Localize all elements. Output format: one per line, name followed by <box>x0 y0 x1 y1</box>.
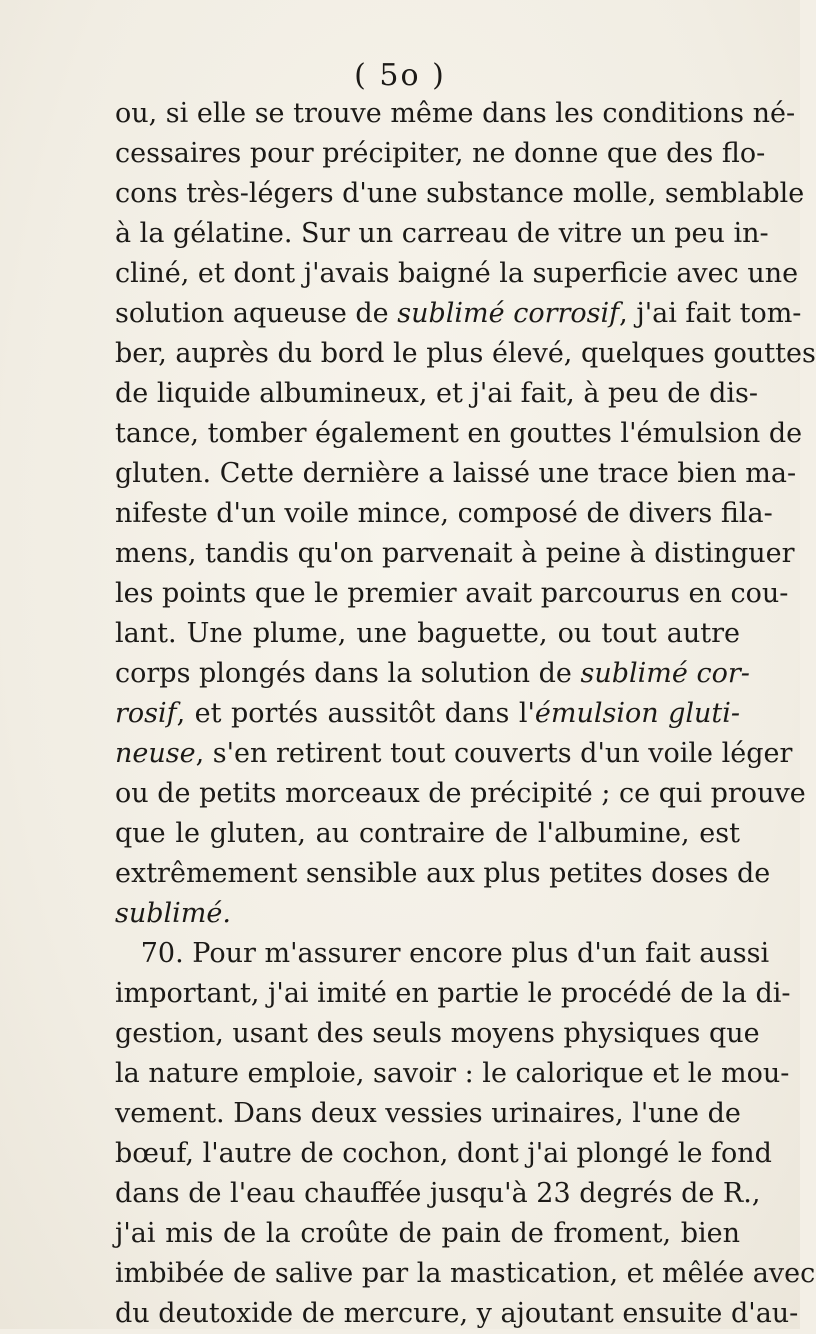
italic-segment: émulsion gluti- <box>534 698 740 729</box>
italic-segment: rosif <box>115 698 177 729</box>
italic-segment: sublimé. <box>115 898 231 929</box>
text-line <box>115 974 791 1014</box>
text-segment: 70. Pour m'assurer encore plus d'un fait aussi <box>115 938 770 969</box>
text-segment: ou, si elle se trouve même dans les conditions né- <box>115 98 796 129</box>
italic-segment: sublimé corrosif <box>397 298 620 329</box>
text-segment: bœuf, l'autre de cochon, dont j'ai plongé le fond <box>115 1138 772 1169</box>
text-segment: j'ai mis de la croûte de pain de froment, bien <box>115 1218 740 1249</box>
text-line <box>115 1214 740 1254</box>
text-line <box>115 774 806 814</box>
text-segment: ou de petits morceaux de précipité ; ce qui prouve <box>115 778 806 809</box>
text-segment: lant. Une plume, une baguette, ou tout autre <box>115 618 740 649</box>
text-segment: à la gélatine. Sur un carreau de vitre un peu in- <box>115 218 769 249</box>
text-segment: nifeste d'un voile mince, composé de divers fila- <box>115 498 773 529</box>
text-line <box>115 374 758 414</box>
text-line <box>115 1294 799 1334</box>
text-line <box>115 134 766 174</box>
text-segment: , s'en retirent tout couverts d'un voile léger <box>195 738 793 769</box>
body-text <box>115 94 816 1334</box>
text-line <box>115 414 803 454</box>
text-segment: important, j'ai imité en partie le procédé de la di- <box>115 978 791 1009</box>
text-line <box>115 574 789 614</box>
text-line <box>115 1254 816 1294</box>
text-line <box>115 1134 772 1174</box>
text-line <box>115 654 750 694</box>
text-segment: les points que le premier avait parcourus en cou- <box>115 578 789 609</box>
text-line <box>115 694 740 734</box>
text-line <box>115 494 773 534</box>
text-segment: gestion, usant des seuls moyens physiques que <box>115 1018 760 1049</box>
text-line <box>115 254 799 294</box>
text-segment: cliné, et dont j'avais baigné la superficie avec une <box>115 258 799 289</box>
text-segment: , j'ai fait tom- <box>619 298 802 329</box>
text-line <box>115 174 805 214</box>
text-segment: corps plongés dans la solution de <box>115 658 581 689</box>
text-segment: du deutoxide de mercure, y ajoutant ensuite d'au- <box>115 1298 799 1329</box>
text-segment: gluten. Cette dernière a laissé une trace bien ma- <box>115 458 797 489</box>
text-segment: tance, tomber également en gouttes l'émulsion de <box>115 418 803 449</box>
text-line <box>115 734 793 774</box>
text-line <box>115 534 795 574</box>
text-line <box>115 934 770 974</box>
page-number: ( 5o ) <box>354 58 446 93</box>
text-segment: imbibée de salive par la mastication, et mêlée avec <box>115 1258 816 1289</box>
text-line <box>115 294 802 334</box>
text-line <box>115 334 816 374</box>
text-line <box>115 214 769 254</box>
text-line <box>115 894 740 934</box>
text-segment: mens, tandis qu'on parvenait à peine à distinguer <box>115 538 795 569</box>
text-segment: vement. Dans deux vessies urinaires, l'une de <box>115 1098 741 1129</box>
text-line <box>115 94 796 134</box>
text-segment: que le gluten, au contraire de l'albumine, est <box>115 818 740 849</box>
text-segment: , et portés aussitôt dans l' <box>176 698 535 729</box>
text-segment: dans de l'eau chauffée jusqu'à 23 degrés de R., <box>115 1178 761 1209</box>
text-line <box>115 454 797 494</box>
text-line <box>115 1014 760 1054</box>
text-segment: cons très-légers d'une substance molle, semblable <box>115 178 805 209</box>
text-line <box>115 814 740 854</box>
text-line <box>115 854 771 894</box>
text-segment: ber, auprès du bord le plus élevé, quelques gouttes <box>115 338 816 369</box>
text-line <box>115 614 740 654</box>
text-segment: solution aqueuse de <box>115 298 398 329</box>
text-segment: la nature emploie, savoir : le calorique et le mou- <box>115 1058 790 1089</box>
text-line <box>115 1094 740 1134</box>
text-segment: extrêmement sensible aux plus petites doses de <box>115 858 771 889</box>
text-segment: cessaires pour précipiter, ne donne que des flo- <box>115 138 766 169</box>
text-line <box>115 1054 790 1094</box>
text-line <box>115 1174 761 1214</box>
italic-segment: sublimé cor- <box>580 658 750 689</box>
italic-segment: neuse <box>115 738 196 769</box>
text-segment: de liquide albumineux, et j'ai fait, à peu de dis- <box>115 378 758 409</box>
